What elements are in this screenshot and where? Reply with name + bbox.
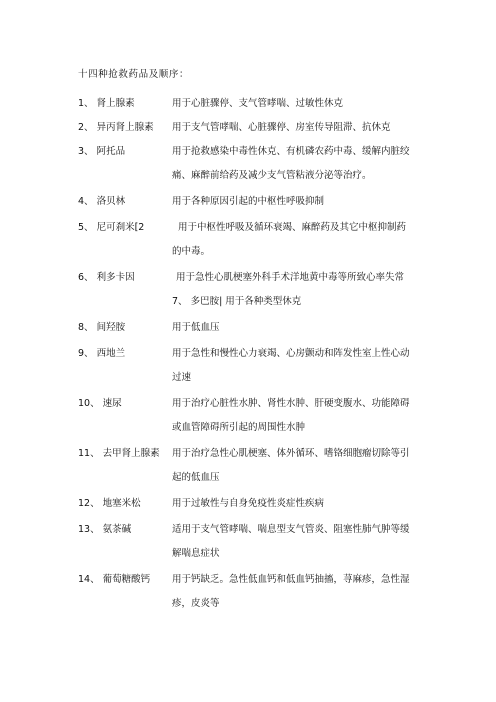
- drug-usage-continued: 7、 多巴胺| 用于各种类型休克: [172, 296, 302, 307]
- drug-usage: 用于支气管哮喘、心脏骤停、房室传导阻滞、抗休克: [172, 122, 391, 133]
- drug-usage: 用于抢救感染中毒性休克、有机磷农药中毒、缓解内脏绞: [172, 146, 410, 157]
- drug-usage-continued: 解喘息症状: [172, 548, 220, 559]
- drug-usage-continued: 过速: [172, 372, 192, 383]
- drug-usage: 用于治疗急性心肌梗塞、体外循环、嗜铬细胞瘤切除等引: [172, 448, 410, 459]
- drug-name: 3、 阿托品: [78, 146, 126, 157]
- drug-name: 9、 西地兰: [78, 348, 126, 359]
- drug-name: 8、 间羟胺: [78, 322, 126, 333]
- drug-name: 2、 异丙肾上腺素: [78, 122, 154, 133]
- drug-name: 5、 尼可刹米[2: [78, 222, 145, 233]
- drug-name: 1、 肾上腺素: [78, 98, 135, 109]
- drug-usage: 用于中枢性呼吸及循环衰竭、麻醉药及其它中枢抑制药: [178, 222, 407, 233]
- drug-usage: 用于各种原因引起的中枢性呼吸抑制: [172, 196, 325, 207]
- drug-usage: 用于钙缺乏。急性低血钙和低血钙抽搐，荨麻疹，急性湿: [172, 574, 410, 585]
- drug-usage: 用于低血压: [172, 322, 220, 333]
- drug-usage-continued: 痛、麻醉前给药及减少支气管粘液分泌等治疗。: [172, 170, 372, 181]
- drug-name: 14、 葡萄糖酸钙: [78, 574, 151, 585]
- drug-usage-continued: 疹，皮炎等: [172, 598, 220, 609]
- drug-usage-continued: 起的低血压: [172, 472, 220, 483]
- drug-name: 6、 利多卡因: [78, 272, 135, 283]
- document-title: 十四种抢救药品及顺序：: [78, 69, 190, 80]
- drug-name: 4、 洛贝林: [78, 196, 126, 207]
- drug-name: 11、 去甲肾上腺素: [78, 448, 160, 459]
- drug-name: 13、 氨茶碱: [78, 524, 132, 535]
- drug-usage: 用于急性心肌梗塞外科手术洋地黄中毒等所致心率失常: [176, 272, 405, 283]
- drug-usage: 适用于支气管哮喘、喘息型支气管炎、阻塞性肺气肿等缓: [172, 524, 410, 535]
- drug-name: 12、 地塞米松: [78, 498, 141, 509]
- drug-usage: 用于急性和慢性心力衰竭、心房颤动和阵发性室上性心动: [172, 348, 410, 359]
- drug-usage-continued: 或血管障碍所引起的周围性水肿: [172, 422, 306, 433]
- drug-usage-continued: 的中毒。: [172, 246, 211, 257]
- drug-usage: 用于心脏骤停、支气管哮喘、过敏性休克: [172, 98, 344, 109]
- drug-name: 10、 速尿: [78, 398, 122, 409]
- drug-usage: 用于治疗心脏性水肿、肾性水肿、肝硬变腹水、功能障碍: [172, 398, 410, 409]
- drug-usage: 用于过敏性与自身免疫性炎症性疾病: [172, 498, 325, 509]
